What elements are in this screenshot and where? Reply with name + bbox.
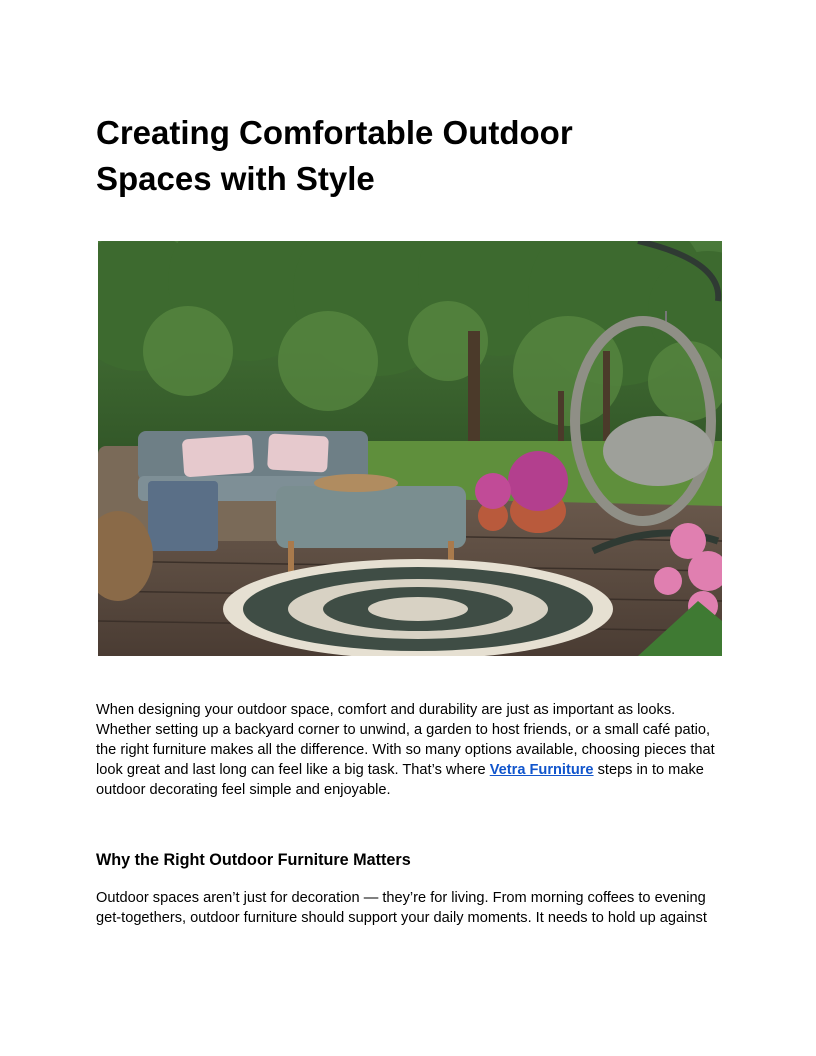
title-line-1: Creating Comfortable Outdoor (96, 114, 573, 151)
section-paragraph: Outdoor spaces aren’t just for decoration — they’re for living. From morning coffees to evening get-togethers, outdoor furniture should support your daily moments. It needs to hold up against (96, 890, 707, 927)
intro-paragraph (96, 700, 722, 800)
outdoor-patio-photo (98, 241, 722, 656)
page-title (96, 110, 656, 202)
title-line-2: Spaces with Style (96, 160, 375, 197)
section-heading: Why the Right Outdoor Furniture Matters (96, 851, 411, 869)
vetra-furniture-link[interactable]: Vetra Furniture (489, 762, 594, 779)
throw-blanket (148, 481, 218, 551)
round-rug (223, 559, 613, 656)
intro-text-start: When designing your outdoor space, comfort and durability are just as important as looks. Whether setting up a backyard corner to unwind, a garden to host friends, or a small café patio, the right furniture makes all the difference. With so many options available, choosing pieces that look great and last long can feel like a big task. That’s where (96, 702, 715, 779)
intro-text-end: steps in to make outdoor decorating feel simple and enjoyable. (96, 762, 704, 799)
fruit-bowl (314, 474, 398, 492)
